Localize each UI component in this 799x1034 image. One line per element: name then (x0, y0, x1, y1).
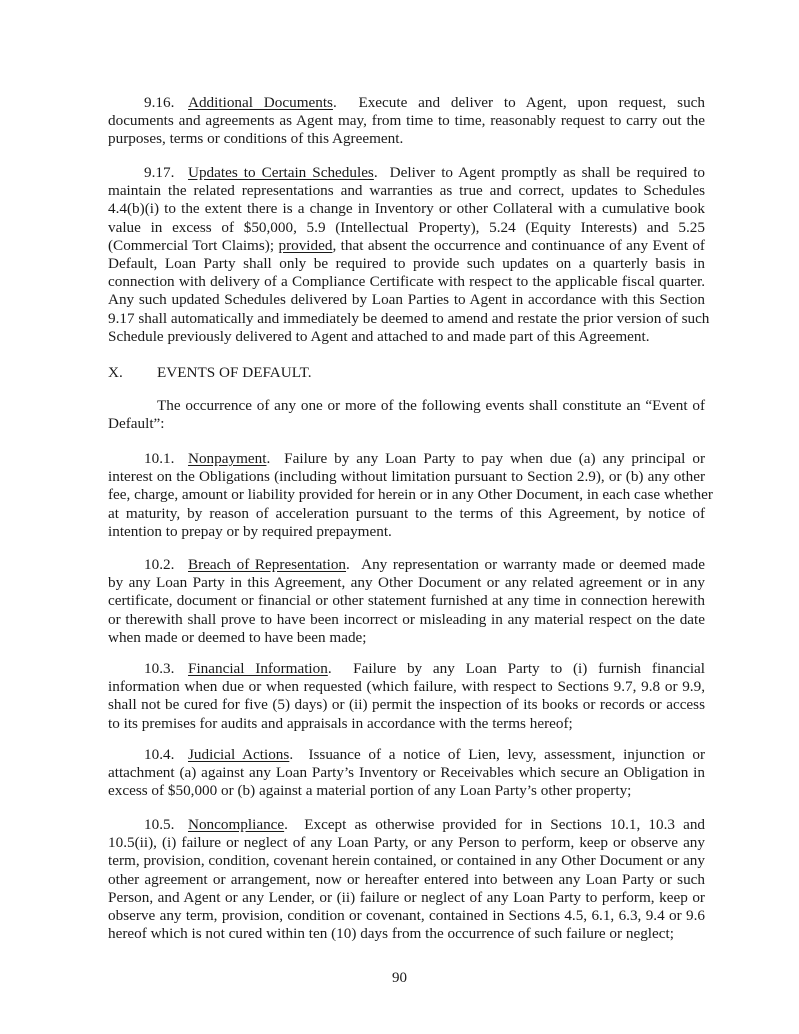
section-number: 10.5. (144, 816, 175, 833)
page-number: 90 (392, 970, 407, 986)
default-10-1: 10.1. Nonpayment. Failure by any Loan Party to pay when due (a) any principal or interest on the Obligations (including without limitation pursuant to Section 2.9), or (b) any other fee, charge, amount or liability provided for herein or in any Other Document, in each case whether at maturity, by reason of acceleration pursuant to the terms of this Agreement, by notice of intention to prepay or by required prepayment. (108, 450, 713, 540)
article-number: X. (108, 364, 123, 381)
section-number: 9.16. (144, 94, 175, 111)
section-title: Noncompliance (188, 816, 285, 833)
section-number: 10.2. (144, 556, 175, 573)
default-10-3: 10.3. Financial Information. Failure by any Loan Party to (i) furnish financial information when due or when requested (which failure, with respect to Sections 9.7, 9.8 or 9.9, shall not be cured for five (5) days) or (ii) permit the inspection of its books or records or access to its premises for audits and appraisals in accordance with the terms hereof; (108, 660, 706, 732)
section-9-17: 9.17. Updates to Certain Schedules. Deliver to Agent promptly as shall be required to maintain the related representations and warranties as true and correct, updates to Schedules 4.4(b)(i) to the extent there is a change in Inventory or other Collateral with a cumulative book value in excess of $50,000, 5.9 (Intellectual Property), 5.24 (Equity Interests) and 5.25 (Commercial Tort Claims); provided, that absent the occurrence and continuance of any Event of Default, Loan Party shall only be required to provide such updates on a quarterly basis in connection with delivery of a Compliance Certificate with respect to the applicable fiscal quarter. Any such updated Schedules delivered by Loan Parties to Agent in accordance with this Section 9.17 shall automatically and immediately be deemed to amend and restate the prior version of such Schedule previously delivered to Agent and attached to and made part of this Agreement. (108, 164, 710, 345)
default-10-2: 10.2. Breach of Representation. Any representation or warranty made or deemed made by any Loan Party in this Agreement, any Other Document or any related agreement or in any certificate, document or financial or other statement furnished at any time in connection herewith or therewith shall prove to have been incorrect or misleading in any material respect on the date when made or deemed to have been made; (108, 556, 705, 646)
section-title: Breach of Representation (188, 556, 347, 573)
section-number: 10.1. (144, 450, 175, 467)
section-number: 10.4. (144, 746, 175, 763)
section-title: Nonpayment (188, 450, 267, 467)
section-number: 10.3. (144, 660, 175, 677)
default-10-4: 10.4. Judicial Actions. Issuance of a notice of Lien, levy, assessment, injunction or attachment (a) against any Loan Party’s Inventory or Receivables which secure an Obligation in excess of $50,000 or (b) against a material portion of any Loan Party’s other property; (108, 746, 705, 800)
default-10-5: 10.5. Noncompliance. Except as otherwise provided for in Sections 10.1, 10.3 and 10.5(ii), (i) failure or neglect of any Loan Party, or any Person to perform, keep or observe any term, provision, condition, covenant herein contained, or contained in any Other Document or any other agreement or arrangement, now or hereafter entered into between any Loan Party or such Person, and Agent or any Lender, or (ii) failure or neglect of any Loan Party to perform, keep or observe any term, provision, condition or covenant, contained in Sections 4.5, 6.1, 6.3, 9.4 or 9.6 hereof which is not cured within ten (10) days from the occurrence of such failure or neglect; (108, 816, 706, 943)
article-intro: The occurrence of any one or more of the following events shall constitute an “Event of Default”: (108, 397, 705, 433)
section-title: Updates to Certain Schedules (188, 164, 374, 181)
article-title: EVENTS OF DEFAULT. (157, 364, 312, 381)
section-number: 9.17. (144, 164, 175, 181)
section-title: Additional Documents (188, 94, 333, 111)
section-title: Financial Information (188, 660, 328, 677)
section-9-16: 9.16. Additional Documents. Execute and deliver to Agent, upon request, such documents and agreements as Agent may, from time to time, reasonably request to carry out the purposes, terms or conditions of this Agreement. (108, 94, 706, 148)
section-title: Judicial Actions (188, 746, 290, 763)
provided-term: provided (278, 236, 333, 254)
article-heading (108, 364, 312, 382)
